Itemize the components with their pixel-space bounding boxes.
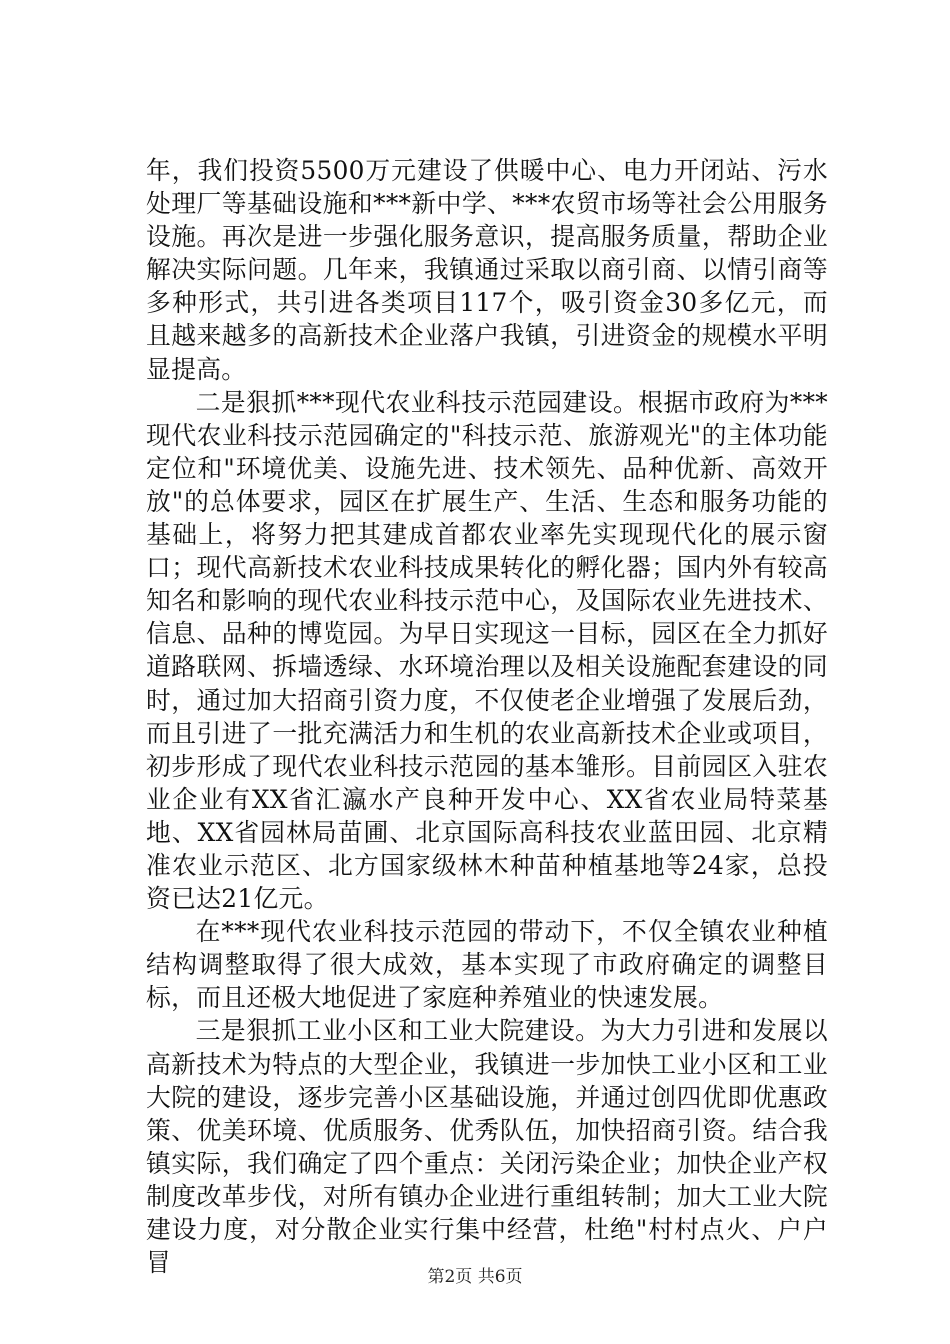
- document-body: [146, 154, 828, 1279]
- paragraph-industrial-zone: 三是狠抓工业小区和工业大院建设。为大力引进和发展以高新技术为特点的大型企业，我镇进一步加快工业小区和工业大院的建设，逐步完善小区基础设施，并通过创四优即优惠政策、优美环境、优质服务、优秀队伍，加快招商引资。结合我镇实际，我们确定了四个重点：关闭污染企业；加快企业产权制度改革步伐，对所有镇办企业进行重组转制；加大工业大院建设力度，对分散企业实行集中经营，杜绝"村村点火、户户冒: [146, 1016, 828, 1278]
- paragraph-continuation: 年，我们投资5500万元建设了供暖中心、电力开闭站、污水处理厂等基础设施和***新中学、***农贸市场等社会公用服务设施。再次是进一步强化服务意识，提高服务质量，帮助企业解决实际问题。几年来，我镇通过采取以商引商、以情引商等多种形式，共引进各类项目117个，吸引资金30多亿元，而且越来越多的高新技术企业落户我镇，引进资金的规模水平明显提高。: [146, 156, 828, 384]
- paragraph-agricultural-park: 二是狠抓***现代农业科技示范园建设。根据市政府为***现代农业科技示范园确定的"科技示范、旅游观光"的主体功能定位和"环境优美、设施先进、技术领先、品种优新、高效开放"的总体要求，园区在扩展生产、生活、生态和服务功能的基础上，将努力把其建成首都农业率先实现现代化的展示窗口；现代高新技术农业科技成果转化的孵化器；国内外有较高知名和影响的现代农业科技示范中心，及国际农业先进技术、信息、品种的博览园。为早日实现这一目标，园区在全力抓好道路联网、拆墙透绿、水环境治理以及相关设施配套建设的同时，通过加大招商引资力度，不仅使老企业增强了发展后劲，而且引进了一批充满活力和生机的农业高新技术企业或项目，初步形成了现代农业科技示范园的基本雏形。目前园区入驻农业企业有XX省汇瀛水产良种开发中心、XX省农业局特菜基地、XX省园林局苗圃、北京国际高科技农业蓝田园、北京精准农业示范区、北方国家级林木种苗种植基地等24家，总投资已达21亿元。: [146, 387, 828, 914]
- paragraph-planting-structure: 在***现代农业科技示范园的带动下，不仅全镇农业种植结构调整取得了很大成效，基本实现了市政府确定的调整目标，而且还极大地促进了家庭种养殖业的快速发展。: [146, 917, 828, 1013]
- page-footer: 第2页 共6页: [427, 1267, 523, 1287]
